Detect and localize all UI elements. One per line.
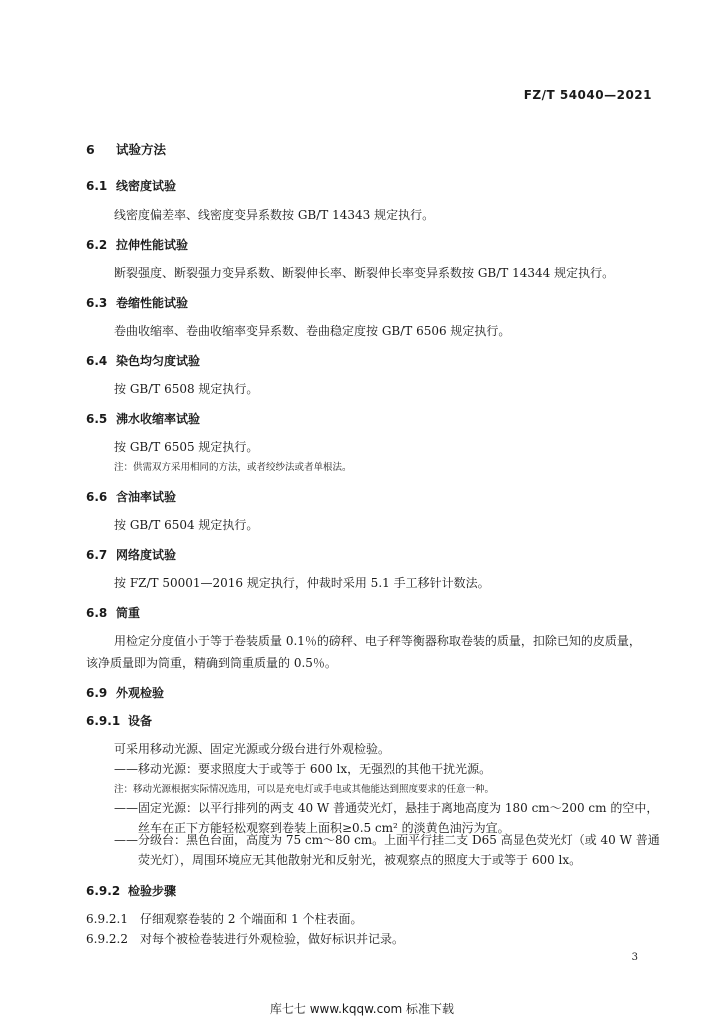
- mobile-light-item: ——移动光源：要求照度大于或等于 600 lx，无强烈的其他干扰光源。: [114, 762, 492, 776]
- section-6-9-1-heading: [86, 712, 152, 729]
- section-number: 6.3: [86, 296, 108, 310]
- section-6-7-text: 按 FZ/T 50001—2016 规定执行，仲裁时采用 5.1 手工移针计数法。: [114, 576, 490, 590]
- section-title: 试验方法: [116, 142, 167, 157]
- section-number: 6.8: [86, 606, 108, 620]
- section-title: 卷缩性能试验: [116, 296, 189, 310]
- clause-number: 6.9.2.1: [86, 912, 128, 926]
- fixed-light-item-line1: ——固定光源：以平行排列的两支 40 W 普通荧光灯，悬挂于离地高度为 180 cm～200 cm 的空中，: [114, 801, 659, 815]
- section-number: 6.1: [86, 179, 108, 193]
- section-6-7-heading: [86, 546, 176, 563]
- section-6-3-text: 卷曲收缩率、卷曲收缩率变异系数、卷曲稳定度按 GB/T 6506 规定执行。: [114, 324, 511, 338]
- grading-table-item-line2: 荧光灯），周围环境应无其他散射光和反射光，被观察点的照度大于或等于 600 lx。: [138, 853, 582, 867]
- section-6-8-text-line2: 该净质量即为筒重，精确到筒重质量的 0.5％。: [86, 656, 337, 670]
- section-6-4-heading: [86, 352, 200, 369]
- standard-code: FZ/T 54040—2021: [523, 88, 652, 102]
- section-6-5-heading: [86, 410, 200, 427]
- section-6-2-heading: [86, 236, 188, 253]
- section-title: 拉伸性能试验: [116, 238, 189, 252]
- page-number: 3: [631, 952, 638, 963]
- section-title: 网络度试验: [116, 548, 177, 562]
- section-6-9-2-2: [86, 930, 404, 947]
- section-number: 6.2: [86, 238, 108, 252]
- fixed-light-item-line2: 丝车在正下方能轻松观察到卷装上面积≥0.5 cm² 的淡黄色油污为宜。: [138, 821, 510, 835]
- section-number: 6.9.2: [86, 884, 121, 898]
- section-number: 6.7: [86, 548, 108, 562]
- section-number: 6.9: [86, 686, 108, 700]
- section-title: 沸水收缩率试验: [116, 412, 201, 426]
- footer-watermark: 库七七 www.kqqw.com 标准下载: [269, 1002, 455, 1016]
- section-6-5-text: 按 GB/T 6505 规定执行。: [114, 440, 259, 454]
- grading-table-item-line1: ——分级台：黑色台面，高度为 75 cm～80 cm。上面平行挂二支 D65 高显色荧光灯（或 40 W 普通: [114, 833, 660, 847]
- section-title: 染色均匀度试验: [116, 354, 201, 368]
- section-6-1-heading: [86, 177, 176, 194]
- clause-text: 对每个被检卷装进行外观检验，做好标识并记录。: [140, 932, 405, 946]
- section-title: 检验步骤: [128, 884, 177, 898]
- section-title: 线密度试验: [116, 179, 177, 193]
- section-title: 设备: [128, 714, 153, 728]
- section-6-1-text: 线密度偏差率、线密度变异系数按 GB/T 14343 规定执行。: [114, 208, 435, 222]
- clause-number: 6.9.2.2: [86, 932, 128, 946]
- section-6-heading: [86, 140, 166, 158]
- section-6-5-note: 注：供需双方采用相同的方法，或者绞纱法或者单根法。: [114, 462, 352, 473]
- section-6-6-heading: [86, 488, 176, 505]
- section-6-6-text: 按 GB/T 6504 规定执行。: [114, 518, 259, 532]
- section-number: 6.5: [86, 412, 108, 426]
- section-6-3-heading: [86, 294, 188, 311]
- section-6-9-2-1: [86, 910, 363, 927]
- section-6-8-text-line1: 用检定分度值小于等于卷装质量 0.1％的磅秤、电子秤等衡器称取卷装的质量，扣除已知的皮质量，: [114, 634, 641, 648]
- section-6-8-heading: [86, 604, 140, 621]
- section-number: 6.9.1: [86, 714, 121, 728]
- section-title: 筒重: [116, 606, 141, 620]
- section-6-2-text: 断裂强度、断裂强力变异系数、断裂伸长率、断裂伸长率变异系数按 GB/T 14344 规定执行。: [114, 266, 615, 280]
- mobile-light-note: 注：移动光源根据实际情况选用，可以是充电灯或手电或其他能达到照度要求的任意一种。: [114, 784, 495, 795]
- equipment-intro: 可采用移动光源、固定光源或分级台进行外观检验。: [114, 742, 391, 756]
- section-title: 含油率试验: [116, 490, 177, 504]
- section-6-9-heading: [86, 684, 164, 701]
- section-6-9-2-heading: [86, 882, 176, 899]
- section-number: 6.6: [86, 490, 108, 504]
- section-6-4-text: 按 GB/T 6508 规定执行。: [114, 382, 259, 396]
- section-title: 外观检验: [116, 686, 165, 700]
- section-number: 6: [86, 142, 95, 157]
- clause-text: 仔细观察卷装的 2 个端面和 1 个柱表面。: [140, 912, 363, 926]
- section-number: 6.4: [86, 354, 108, 368]
